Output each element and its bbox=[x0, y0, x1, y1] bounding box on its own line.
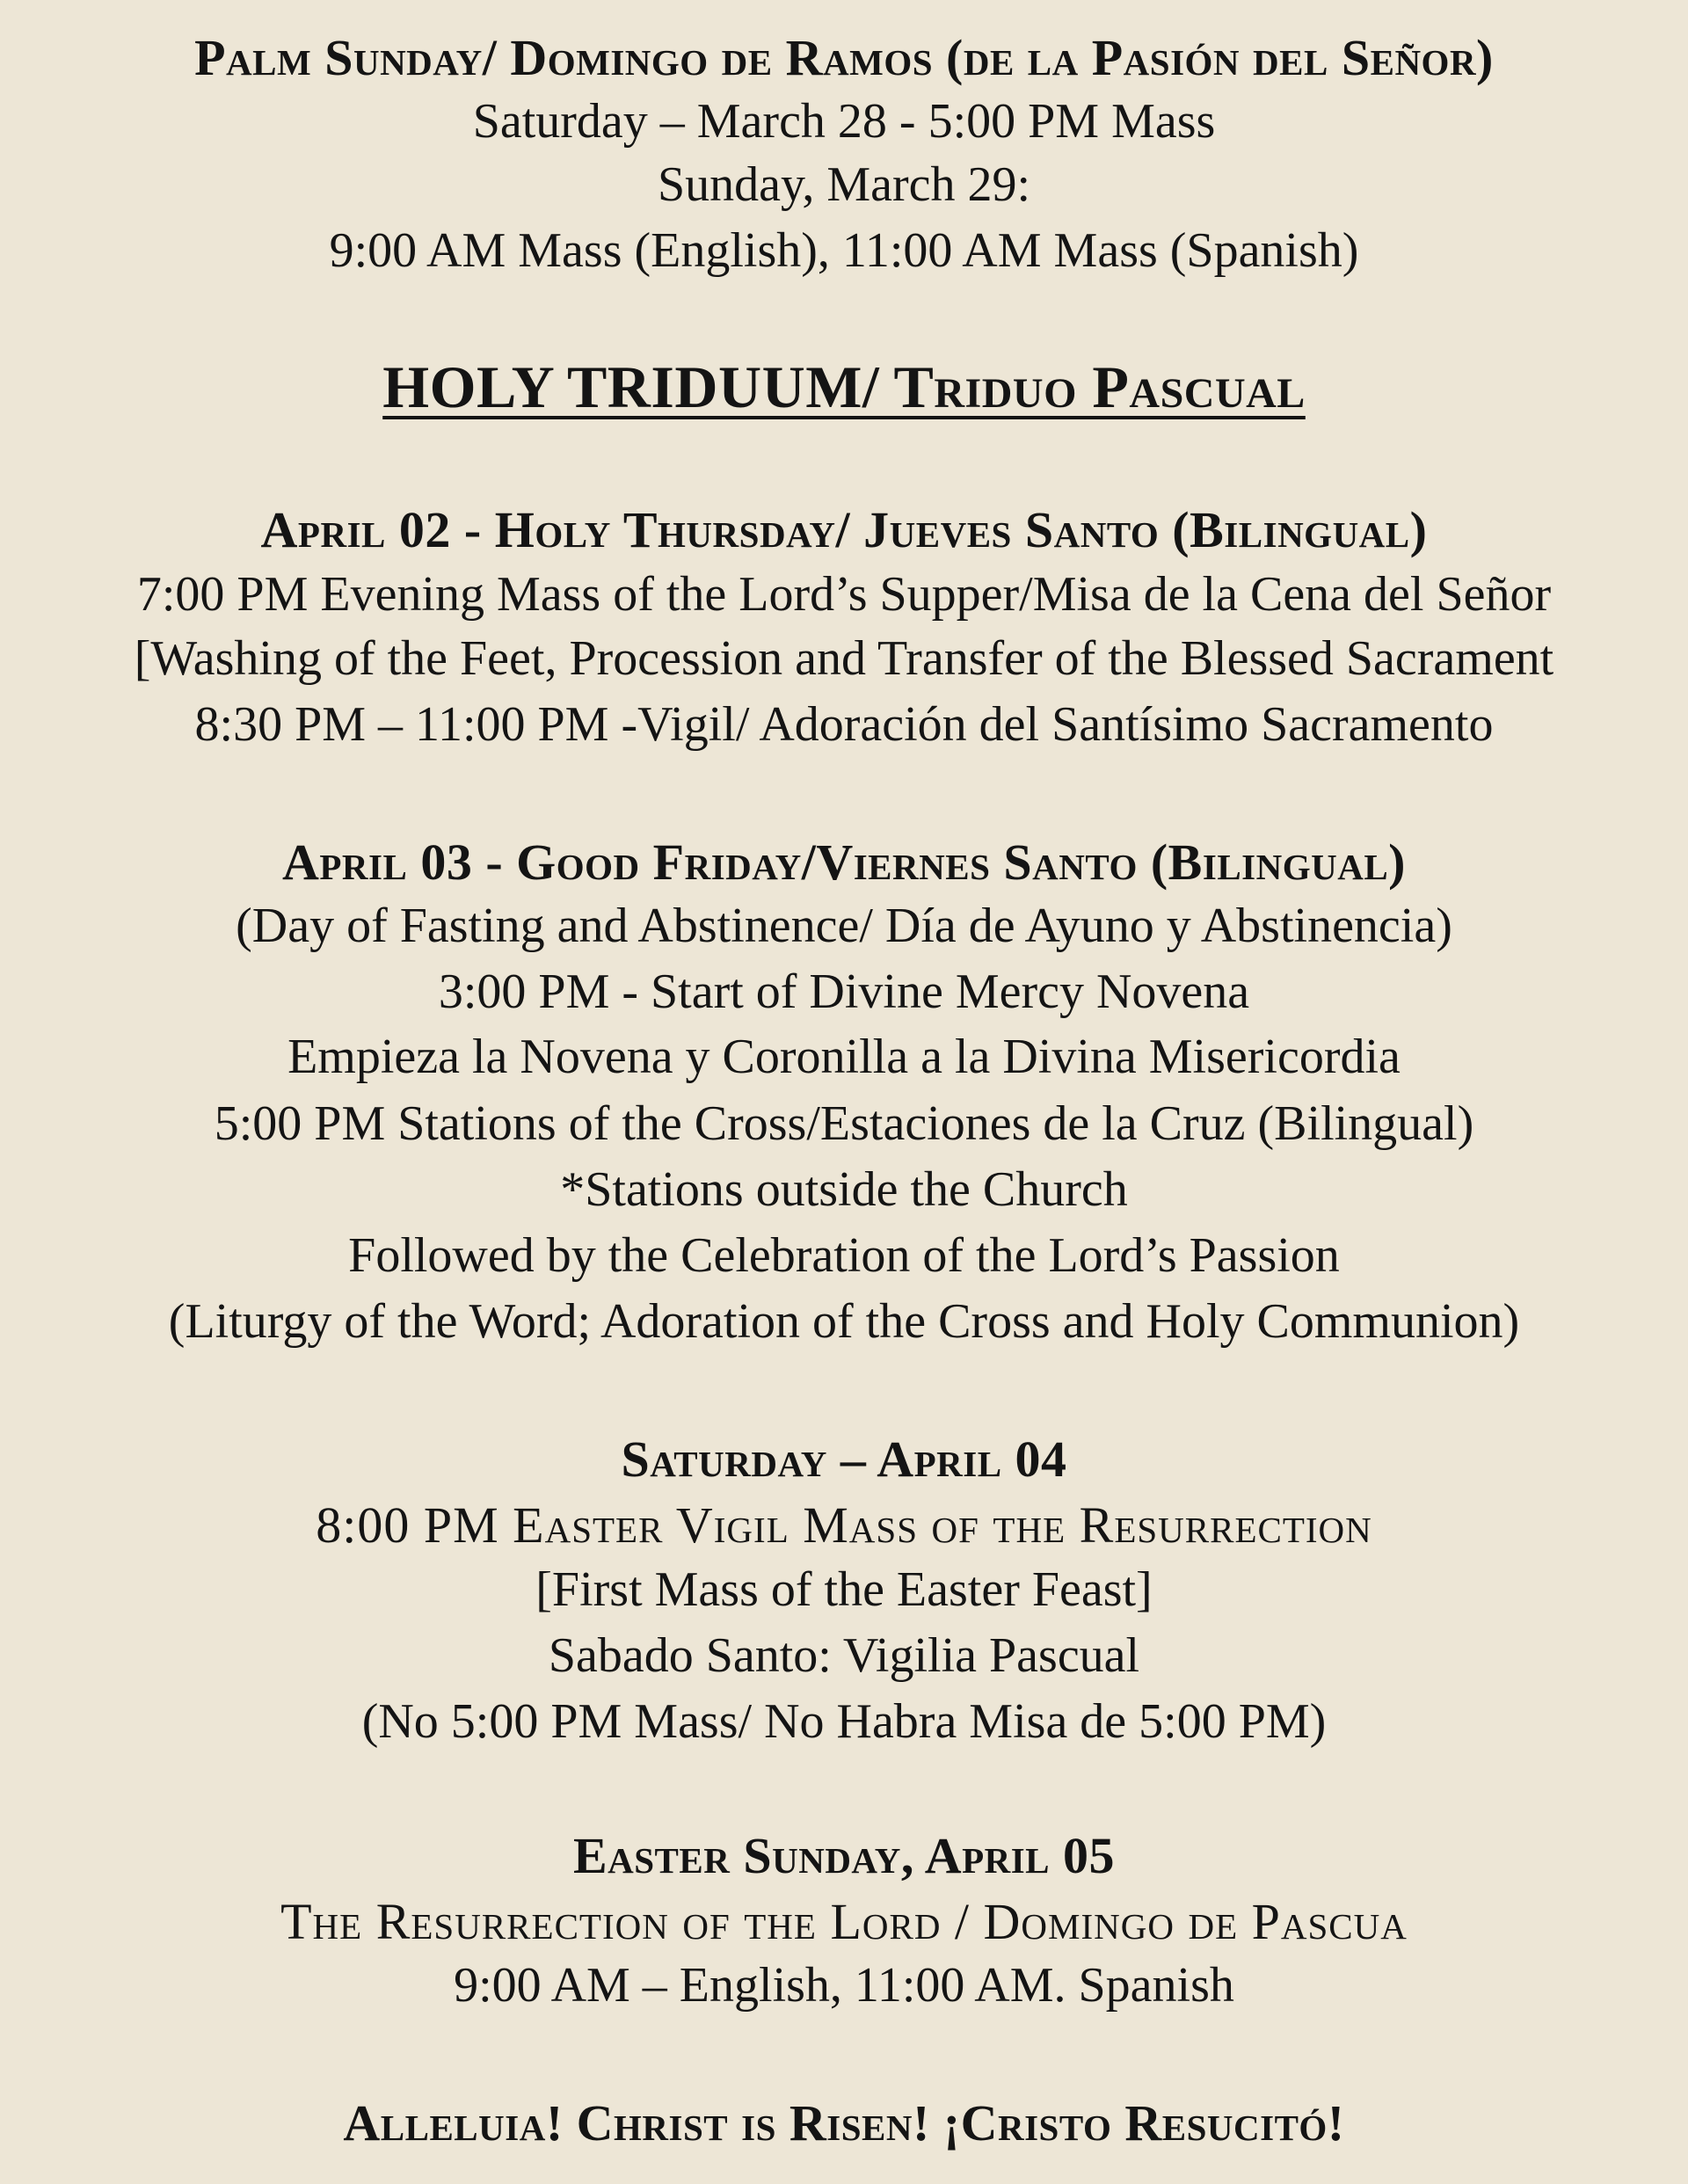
good-friday-line: (Day of Fasting and Abstinence/ Día de Ayuno y Abstinencia) bbox=[236, 899, 1452, 953]
good-friday-line: 3:00 PM - Start of Divine Mercy Novena bbox=[438, 965, 1250, 1019]
good-friday-line: 5:00 PM Stations of the Cross/Estaciones de la Cruz (Bilingual) bbox=[214, 1096, 1474, 1151]
easter-sunday-line: 9:00 AM – English, 11:00 AM. Spanish bbox=[454, 1958, 1234, 2013]
easter-sunday-heading: Easter Sunday, April 05 bbox=[572, 1827, 1116, 1884]
palm-sunday-line: 9:00 AM Mass (English), 11:00 AM Mass (Spanish) bbox=[329, 223, 1359, 278]
holy-thursday-heading: April 02 - Holy Thursday/ Jueves Santo (Bilingual) bbox=[260, 501, 1428, 558]
palm-sunday-line: Saturday – March 28 - 5:00 PM Mass bbox=[472, 94, 1216, 149]
good-friday-line: Followed by the Celebration of the Lord’s Passion bbox=[348, 1228, 1340, 1283]
good-friday-line: *Stations outside the Church bbox=[560, 1162, 1128, 1217]
easter-sunday-subheading: The Resurrection of the Lord / Domingo de Pascua bbox=[280, 1893, 1408, 1950]
holy-thursday-line: 7:00 PM Evening Mass of the Lord’s Supper/Misa de la Cena del Señor bbox=[136, 567, 1552, 622]
holy-saturday-line: (No 5:00 PM Mass/ No Habra Misa de 5:00 PM) bbox=[361, 1694, 1327, 1749]
easter-vigil-subheading: 8:00 PM Easter Vigil Mass of the Resurrection bbox=[316, 1496, 1372, 1554]
triduum-title: HOLY TRIDUUM/ Triduo Pascual bbox=[382, 353, 1306, 420]
holy-saturday-heading: Saturday – April 04 bbox=[621, 1431, 1067, 1488]
holy-saturday-line: Sabado Santo: Vigilia Pascual bbox=[548, 1628, 1140, 1683]
good-friday-heading: April 03 - Good Friday/Viernes Santo (Bilingual) bbox=[282, 834, 1406, 891]
closing-proclamation: Alleluia! Christ is Risen! ¡Cristo Resucitó! bbox=[343, 2094, 1345, 2151]
palm-sunday-heading: Palm Sunday/ Domingo de Ramos (de la Pasión del Señor) bbox=[194, 29, 1494, 86]
palm-sunday-line: Sunday, March 29: bbox=[657, 157, 1031, 212]
holy-thursday-line: [Washing of the Feet, Procession and Transfer of the Blessed Sacrament bbox=[134, 631, 1554, 686]
good-friday-line: (Liturgy of the Word; Adoration of the Cross and Holy Communion) bbox=[168, 1294, 1520, 1349]
holy-saturday-line: [First Mass of the Easter Feast] bbox=[535, 1562, 1153, 1617]
good-friday-line: Empieza la Novena y Coronilla a la Divina Misericordia bbox=[287, 1030, 1401, 1084]
holy-thursday-line: 8:30 PM – 11:00 PM -Vigil/ Adoración del Santísimo Sacramento bbox=[194, 697, 1494, 752]
